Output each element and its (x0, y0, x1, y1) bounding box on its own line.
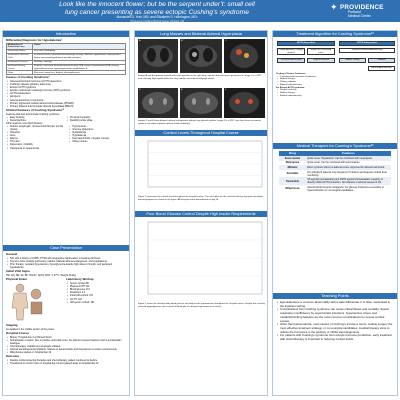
course-item: • Somatostatin receptor: Due to positive octreotide scan, the patient received treatment with a somatostatin analogue (10, 339, 126, 345)
box-acth-dependent: ACTH-Dependent (277, 41, 335, 46)
feature-item: • Thin skin (10, 140, 68, 143)
cause-item: • Cushing's disease (pituitary adenoma) (10, 83, 126, 86)
cortisol-caption: Figure 1 represents the cortisol trend throughout the hospital course. The start dates for the cortisol-reducing therapies etomidate and metyrapone are shown in the figure. All therapies were discontinued on day 19. (138, 196, 263, 201)
feature-item: • Hirsutism (10, 131, 68, 134)
causes-list (6, 80, 126, 108)
label-a: A (139, 40, 141, 42)
notes2-heading: For Ectopic ACTH syndrome: (276, 86, 305, 89)
table-cell: Other (7, 71, 33, 75)
ct-image-b (180, 39, 222, 73)
section-header-teaching: Teaching Points (273, 293, 397, 299)
table-cell: Ketoconazole (279, 156, 306, 161)
box-unilateral: Unilateral or Bilateral Adrenalectomy (339, 48, 395, 53)
algo-note: • Pituitary radiation (280, 81, 394, 84)
table-cell: Mitotane (279, 165, 306, 170)
algo-note: • Bilateral adrenalectomy (280, 84, 394, 87)
box-transsphenoidal: Transsphenoidal Surgery (277, 58, 305, 63)
feature-item: • Osteopenia or osteoporosis (10, 147, 68, 150)
section-header-case: Case Presentation (3, 245, 129, 251)
pet-image-c (224, 39, 265, 73)
feature-item: • Easy bruising (10, 116, 66, 119)
feature-item: • Facial plethora (10, 119, 66, 122)
label-d: D (139, 89, 141, 91)
ct-image-d (138, 88, 178, 118)
feature-item: • Kidney stones (72, 140, 126, 143)
features-heading: Clinical Features of Cushing Syndrome¹² (6, 107, 65, 112)
algo-note: • Transsphenoidal resection of adenoma (280, 76, 394, 79)
feature-item: • Decreased libido, irregular menses (72, 137, 126, 140)
table-cell: Less than 20mEq/day (33, 50, 126, 54)
feature-item: • Dyslipidemia (72, 131, 126, 134)
feature-item: • Hypokalemia (72, 134, 126, 137)
table-cell: Increased Urinary Losses (7, 64, 33, 71)
course-item: • Adrenal steroidogenesis inhibitors: Started on ketoconazole and metyrapone to reduce cortisol levels (10, 348, 126, 351)
imaging-text: As detailed in the middle section of the poster. (6, 327, 55, 331)
general-item: • 52F with a history of COPD, PTSD with progressive lightheaded, increasing dizziness (10, 257, 126, 260)
imaging-heading: Imaging (6, 322, 18, 327)
feature-item: • Acne (10, 134, 68, 137)
outcome-list (6, 359, 126, 365)
table-cell: Quick onset. Hepatotoxic. Can be combined with metyrapone. (306, 156, 391, 161)
ct-image-e (180, 88, 222, 118)
vitals-text: HR: 116, RR: 20, BP: 181/97, SpO2: 96%, T: 37°C, Weight 69.4kg (6, 273, 76, 277)
dd-col-cause: Cause (33, 43, 126, 50)
lab-item: • Initial AM cortisol: 107 (70, 294, 126, 297)
poster-authors: Alexander G. Hair, MD¹ and Elizabeth S. Huntington, MD¹ (116, 15, 198, 19)
cortisol-chart (138, 137, 266, 195)
table-cell: Glucocorticoid receptor antagonist. For glucose intolerance secondary to hypercortisolism in non-surgical candidates. (307, 185, 384, 192)
labs-heading: Laboratory Workup (66, 277, 94, 282)
outcome-heading: Outcome (6, 354, 20, 359)
table-cell: Diarrhea, vomiting (33, 60, 126, 64)
dd-col-mechanism: Mechanism of Potassium Loss (7, 43, 33, 50)
lab-item: • ACTH: 104 (70, 298, 126, 301)
lab-item: • AM serum cortisol: 151 (70, 301, 126, 304)
table-cell: Pasireotide (279, 177, 306, 185)
label-e: E (181, 89, 183, 91)
teaching-point: • For patients with Cushing's syndrome from ectopic hormone production, early treatment with chemotherapy is important in reducing cortisol levels. (280, 334, 394, 341)
meds-col-features: Features (306, 151, 391, 156)
table-cell: Increased GI Losses (7, 60, 33, 64)
label-b: B (181, 40, 183, 42)
table-cell: Increased K Shift into Cells (7, 54, 33, 61)
course-item: • Biopsy: Hospital day 3 confirmed SCLC (10, 336, 126, 339)
features-intro: Features that best discriminate Cushing syndrome: (6, 112, 60, 116)
pet-image-f (224, 88, 265, 118)
ct-caption-1: Images A and B represent several soft tissue densities in the right lung, with the dominant mass pictured in B. Image C is a PET scan showing high-uptake within the lung nodules and subcarinal lymph nodes. (138, 75, 262, 80)
introduction-body (6, 38, 126, 150)
logo-sub2: Medical Center (348, 13, 371, 18)
lab-item: • Blood glucose 472 (70, 288, 126, 291)
algo-note: • Surgical resection (280, 89, 394, 92)
dd-table (6, 43, 126, 76)
poster-header (0, 0, 400, 22)
logo-subtitle (348, 11, 371, 19)
exam-heading: Physical Exam (6, 277, 28, 282)
features-right (66, 116, 126, 122)
lab-item: • Potassium 2.4 (70, 291, 126, 294)
box-acth-independent: ACTH-Independent (339, 41, 395, 46)
algorithm-notes (276, 73, 394, 97)
table-cell: Quick onset. Can be combined with ketoconazole. (307, 161, 361, 165)
lab-item: • Serum cortisol 98 (70, 282, 126, 285)
logo-text: PROVIDENCE (340, 4, 384, 11)
algo-note: • Medical therapy (280, 78, 394, 81)
course-list (6, 336, 126, 355)
algo-notes (276, 76, 394, 87)
meds-row (279, 177, 391, 185)
feature-item: • Glucose intolerance (72, 128, 126, 131)
table-cell: Direct cytotoxic effect on adrenal cortex. Approved for adrenal carcinoma. (306, 165, 391, 170)
algo-note: • Medical therapy (280, 92, 394, 95)
section-header-glucose: Poor Blood Glucose Control Despite High Insulin Requirements (135, 211, 267, 217)
poster-title-line2: lung cancer presenting as severe ectopic Cushing’s syndrome (65, 8, 249, 16)
meds-table (279, 151, 391, 193)
table-cell: Mifepristone (285, 187, 300, 191)
teaching-list (276, 301, 394, 342)
general-item: • Found to have multiple pulmonary nodules, bilateral adrenal enlargement, and hypokalemia (10, 260, 126, 263)
providence-logo (330, 3, 396, 20)
feature-item: • Edema (10, 137, 68, 140)
section-header-cortisol: Cortisol Levels Throughout Hospital Course (135, 130, 267, 136)
features-left (6, 116, 66, 122)
general-item: • Prior therapy: resistant hypertension, hyperglycemia despite high doses of insulin, and persistent hypokalemia (10, 263, 126, 269)
table-cell: For critically ill patients only. Requires IV infusion and frequent cortisol level monitoring. (307, 170, 387, 177)
table-cell: Metyrapone (285, 161, 300, 165)
feature-item: • Sudden weight gain, dorsocervical fat pad, truncal obesity (10, 125, 68, 131)
box-radiation: Radiation (368, 58, 395, 63)
title-block (0, 1, 314, 23)
right-column (272, 30, 398, 396)
box-bilateral: Bilateral Adrenalectomy (368, 66, 395, 71)
cause-item: • Ectopic ACTH syndrome (10, 86, 126, 89)
section-header-ct: Lung Masses and Bilateral Adrenal Hyperplasia (135, 31, 267, 37)
outcome-item: • Transferred to comfort care on hospital day 19 and passed away on hospital day 20 (10, 362, 126, 365)
general-heading: General (6, 251, 18, 256)
left-column (2, 30, 130, 396)
feature-item: • Depression, irritability (10, 143, 68, 146)
features-other-intro: Other features: less discriminatory (6, 121, 43, 125)
case-body (6, 252, 126, 365)
section-header-introduction: Introduction (3, 31, 129, 37)
cause-item: • Adrenal adenoma or carcinoma (10, 99, 126, 102)
meds-row (279, 185, 391, 193)
poster-title-line1: Look like the innocent flower; but be the serpent under’t: small cell (59, 1, 255, 8)
dd-heading: Differential Diagnosis for Hypokalemia¹ (6, 37, 63, 42)
cause-item: • Primary bilateral macronodular adrenal hyperplasia (BMAH) (10, 105, 126, 108)
cause-item: • Adrenocorticotropic hormone (ACTH) dependent (10, 80, 126, 83)
table-cell: Excessive sweat loss, dialysis, plasmapheresis (33, 71, 126, 75)
star-icon: ✦ (330, 2, 338, 12)
course-item: • Mifepristone started on hospital day 19 (10, 351, 126, 354)
table-cell: Diuretics, increased mineralocorticoid activity, DKA, amino, bicarbonaturia/RTA, primary hyperaldosteronism, hypomagnesemia, amphotericin B (33, 64, 126, 71)
cause-item: • ACTH-independent (10, 92, 126, 95)
box-pituitary: Pituitary Adenoma (Cushing's disease) (278, 49, 304, 54)
course-heading: Hospital Course (6, 330, 30, 335)
cause-item: • Iatrogenic (10, 95, 126, 98)
labs-list (66, 282, 126, 304)
teaching-point: • Other than ketoconazole, most causes of Cushing's involve a tumor, making surgery the most effective treatment strategy, or non-surgical candidates, medical therapy aims to reduce the hormones in the pituitary or inhibit steroidogenesis. (280, 323, 394, 334)
meds-row (279, 170, 391, 178)
meds-body (279, 151, 391, 193)
outcome-item: • Despite cortisol-lowering therapies and chemotherapy, patient continued to decline (10, 359, 126, 362)
section-header-meds: Medical Therapies for Cushing’s Syndrome²³ (273, 143, 397, 149)
general-list (6, 257, 126, 269)
table-cell: SS agonist (somatostatin) and SSTR agonist (Somatostatin receptor) to directly inhibit ACTH production. Not effective in adrenal causes of CS. (306, 177, 391, 185)
ct-image-a (138, 39, 178, 73)
causes-heading: Causes of Cushing Syndrome¹ (6, 75, 50, 80)
logo-sub1: Portland (348, 10, 361, 14)
glucose-caption: Figure 2 shows the average daily blood glucose and daily insulin requirements throughout the hospital course. Despite the severely elevated hyperglycemia, poor control of blood glucose despite high amounts of insulin. (138, 303, 265, 308)
poster-affiliation: ¹Providence Portland Medical Center, Portland, OR (129, 19, 185, 23)
feature-item: • Reddish purple striae (70, 119, 126, 122)
body-diagram (6, 282, 46, 322)
feature-item: • Hypertension (72, 125, 126, 128)
label-f: F (225, 89, 227, 91)
cause-item: • Primary pigmented nodular adrenocortical disease (PPNAD) (10, 102, 126, 105)
other-features-right (68, 125, 126, 150)
feature-item: • Proximal myopathy (70, 116, 126, 119)
cause-item: • Ectopic corticotropin releasing hormone (CRH) syndrome (10, 89, 126, 92)
notes-heading: Cushing's Disease Treatment: (276, 73, 306, 75)
table-cell: Etomidate (286, 172, 299, 176)
box-ectopic: Ectopic ACTH-secreting tumor (307, 48, 335, 55)
box-resection: Surgical Resection (307, 58, 335, 63)
algo-note: • Bilateral adrenalectomy (280, 95, 394, 98)
teaching-body (276, 301, 394, 342)
teaching-point: • Hypokalemia is a common abnormality with a wide differential. It is often overlooked in the inpatient setting. (280, 301, 394, 308)
lab-item: • Plasma ACTH 111 (70, 285, 126, 288)
other-features-left (6, 125, 68, 150)
meds-col-drug: Drug (279, 151, 306, 156)
course-item: • Chemotherapy: cisplatin and etoposide initiated (10, 345, 126, 348)
teaching-point: • Complications from Cushing syndrome can cause critical illness and mortality. Sepsis, respiratory insufficiency by opportunistic infections, hypertensive crises, and metabolic/clotting features are the most common complications for severe cortisol excess. (280, 308, 394, 323)
ct-caption-2: Images D and E show bilateral adrenal enlargement without any adrenal nodules. Image F is a PET scan that shows increased uptake in the adrenal glands without visible nodularity. (138, 120, 261, 125)
middle-column (134, 30, 268, 396)
label-c: C (225, 40, 227, 42)
table-cell: Decreased Intake (7, 50, 33, 54)
table-cell: Increased insulin, elevated beta-adrenergic activity, alkalosis, hypothermia, antipsychotics, barium poisoning/hypokalemic periodic paralysis (33, 54, 126, 61)
vitals-heading: Initial Vital Signs (6, 268, 30, 273)
glucose-chart (138, 218, 266, 302)
box-medical: Medical Therapy (339, 58, 366, 63)
section-header-algorithm: Treatment Algorithm for Cushing Syndrome²³ (273, 31, 397, 37)
